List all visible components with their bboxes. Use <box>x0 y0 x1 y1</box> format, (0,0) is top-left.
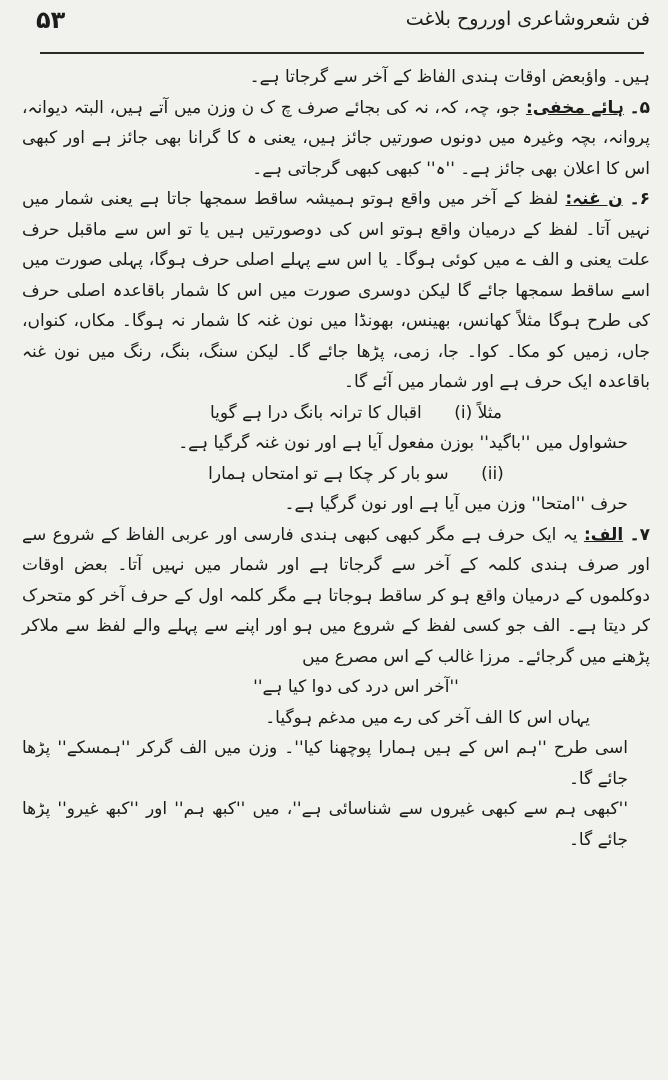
example-verse-1 <box>22 398 650 429</box>
example-label: (ii) <box>481 463 504 484</box>
header-divider <box>40 52 644 54</box>
section-number: ۷۔ <box>629 524 651 545</box>
section-term: الف: <box>583 524 624 545</box>
section-hai-makhfi <box>22 93 650 185</box>
paragraph-waw-continuation: ہیں۔ واؤبعض اوقات ہندی الفاظ کے آخر سے گرجاتا ہے۔ <box>249 67 650 87</box>
section-text: یہ ایک حرف ہے مگر کبھی کبھی ہندی فارسی اور عربی الفاظ کے شروع سے اور صرف ہندی کلمہ کے آخر سے گرجاتا ہے اور شمار میں نہیں آتا۔ بعض اوقات دوکلموں کے درمیان واقع ہو کر ساقط ہوجاتا ہے مگر کلمہ اول کے حرف آخر کو متحرک کر دیتا ہے۔ الف جو کسی لفظ کے شروع میں ہو اور اپنے سے پہلے والے لفظ سے ملاکر پڑھنے میں گرجائے۔ مرزا غالب کے اس مصرع میں <box>22 524 650 667</box>
example-note-3: یہاں اس کا الف آخر کی رے میں مدغم ہوگیا۔ <box>265 707 590 728</box>
example-note-2: حرف ''امتحا'' وزن میں آیا ہے اور نون گرگیا ہے۔ <box>284 494 628 514</box>
page-number: ۵۳ <box>36 6 66 34</box>
verse-text: سو بار کر چکا ہے تو امتحاں ہمارا <box>208 463 449 484</box>
section-text: لفظ کے آخر میں واقع ہوتو ہمیشہ ساقط سمجھا جاتا ہے یعنی شمار میں نہیں آتا۔ لفظ کے درمیان واقع ہوتو اس کی دوصورتیں ہیں یا تو اس سے ماقبل حرف علت یعنی و الف ے میں کوئی ہوگا۔ یا اس سے پہلے اصلی حرف ہوگا، پہلی صورت میں اسے ساقط سمجھا جائے گا لیکن دوسری صورت میں اس کا شمار باقاعدہ اصلی حرف کی طرح ہوگا مثلاً کھانس، بھینس، بھونڈا میں نون غنہ کا شمار نہ ہوگا۔ مکاں، کنواں، جاں، زمیں کو مکا۔ کوا۔ جا، زمی، پڑھا جائے گا۔ لیکن سنگ، بنگ، رنگ میں نون غنہ باقاعدہ ایک حرف ہے اور شمار میں آئے گا۔ <box>22 189 650 392</box>
section-alif <box>22 520 650 673</box>
body-text <box>22 62 650 855</box>
section-number: ۵۔ <box>629 97 651 118</box>
section-number: ۶۔ <box>629 189 650 209</box>
example-verse-2 <box>22 459 650 490</box>
example-label: مثلاً (i) <box>454 402 503 423</box>
running-title: فن شعروشاعری اورروح بلاغت <box>405 8 650 30</box>
section-noon-ghunna <box>22 184 650 398</box>
paragraph-example-kabhi: ''کبھی ہم سے کبھی غیروں سے شناسائی ہے''، میں ''کبھ ہم'' اور ''کبھ غیرو'' پڑھا جائے گا۔ <box>22 799 628 850</box>
verse-text: اقبال کا ترانہ بانگ درا ہے گویا <box>209 402 422 423</box>
paragraph-example-hamske: اسی طرح ''ہم اس کے ہیں ہمارا پوچھنا کیا''۔ وزن میں الف گرکر ''ہمسکے'' پڑھا جائے گا۔ <box>22 738 628 789</box>
example-verse-3: ''آخر اس درد کی دوا کیا ہے'' <box>253 677 459 697</box>
section-term: ہائے مخفی: <box>525 97 624 118</box>
section-text: جو، چہ، کہ، نہ کی بجائے صرف چ ک ن وزن میں آتے ہیں، البتہ دیوانہ، پروانہ، بچہ وغیرہ میں دونوں صورتیں جائز ہیں، یعنی ہ کا گرانا بھی جائز ہے اور کبھی اس کا اعلان بھی جائز ہے۔ ''ہ'' کبھی کبھی گرجاتی ہے۔ <box>22 97 650 179</box>
section-term: ن غنہ: <box>565 189 623 209</box>
example-note-1: حشواول میں ''باگید'' بوزن مفعول آیا ہے اور نون غنہ گرگیا ہے۔ <box>178 433 628 453</box>
page-header <box>30 4 650 44</box>
